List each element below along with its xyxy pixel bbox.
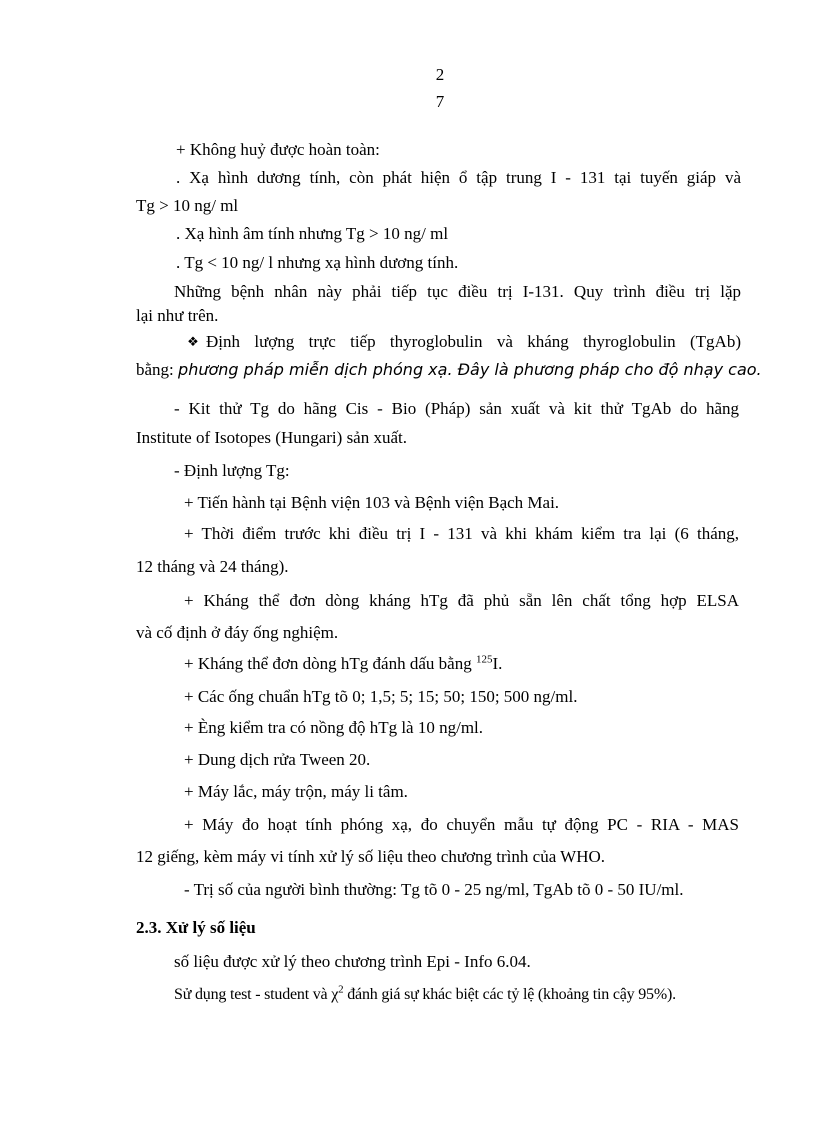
text-line: Tg > 10 ng/ ml <box>136 196 239 215</box>
text-line: + Kháng thể đơn dòng kháng hTg đã phủ sẵn lên chất tổng hợp ELSA <box>184 591 739 610</box>
text-line: + Thời điểm trước khi điều trị I - 131 và khi khám kiểm tra lại (6 tháng, <box>184 524 739 543</box>
text-line: 12 tháng và 24 tháng). <box>136 557 289 576</box>
text-line: . Tg < 10 ng/ l nhưng xạ hình dương tính. <box>176 253 459 272</box>
diamond-bullet-icon: ❖ <box>187 334 199 349</box>
text-line: - Kit thử Tg do hãng Cis - Bio (Pháp) sản xuất và kit thử TgAb do hãng <box>174 399 739 418</box>
text-line: + Máy lắc, máy trộn, máy li tâm. <box>184 782 408 801</box>
text-line-mixed <box>174 984 676 1006</box>
text-line: . Xạ hình âm tính nhưng Tg > 10 ng/ ml <box>176 224 449 243</box>
superscript: 2 <box>338 983 344 996</box>
text-line-mixed <box>136 359 762 381</box>
text-line: - Định lượng Tg: <box>174 461 290 480</box>
text-segment: + Kháng thể đơn dòng hTg đánh dấu bằng <box>184 654 476 673</box>
text-line: - Trị số của người bình thường: Tg tõ 0 - 25 ng/ml, TgAb tõ 0 - 50 IU/ml. <box>184 880 684 899</box>
text-line: + Máy đo hoạt tính phóng xạ, đo chuyển mẫu tự động PC - RIA - MAS <box>184 815 739 834</box>
text-line: 12 giếng, kèm máy vi tính xử lý số liệu theo chương trình của WHO. <box>136 847 606 866</box>
text-segment: bằng: <box>136 360 179 379</box>
text-line: và cố định ở đáy ống nghiệm. <box>136 623 339 642</box>
superscript: 125 <box>475 653 493 666</box>
text-segment: I. <box>492 654 503 673</box>
text-line: + Không huỷ được hoàn toàn: <box>176 140 380 159</box>
text-line: lại như trên. <box>136 306 219 325</box>
text-line: Định lượng trực tiếp thyroglobulin và kháng thyroglobulin (TgAb) <box>206 332 741 351</box>
text-line: số liệu được xử lý theo chương trình Epi - Info 6.04. <box>174 952 531 971</box>
page-number-line-2: 7 <box>435 92 445 111</box>
page-number-line-1: 2 <box>435 65 445 84</box>
text-line: + Các ống chuẩn hTg tõ 0; 1,5; 5; 15; 50; 150; 500 ng/ml. <box>184 687 578 706</box>
text-segment: Sử dụng test - student và χ <box>174 986 339 1003</box>
text-line: Những bệnh nhân này phải tiếp tục điều trị I-131. Quy trình điều trị lặp <box>174 282 741 301</box>
text-line-mixed <box>184 653 502 675</box>
text-segment: đánh giá sự khác biệt các tỷ lệ (khoảng tin cậy 95%). <box>343 986 676 1003</box>
bullet-line <box>186 331 741 353</box>
text-line: + Dung dịch rửa Tween 20. <box>184 750 371 769</box>
section-heading: 2.3. Xử lý số liệu <box>136 918 256 937</box>
text-line: + Èng kiểm tra có nồng độ hTg là 10 ng/ml. <box>184 718 484 737</box>
text-line: . Xạ hình dương tính, còn phát hiện ổ tập trung I - 131 tại tuyến giáp và <box>176 168 741 187</box>
italic-text: phương pháp miễn dịch phóng xạ. Đây là phương pháp cho độ nhạy cao. <box>178 360 762 379</box>
text-line: Institute of Isotopes (Hungari) sản xuất. <box>136 428 407 447</box>
text-line: + Tiến hành tại Bệnh viện 103 và Bệnh viện Bạch Mai. <box>184 493 560 512</box>
